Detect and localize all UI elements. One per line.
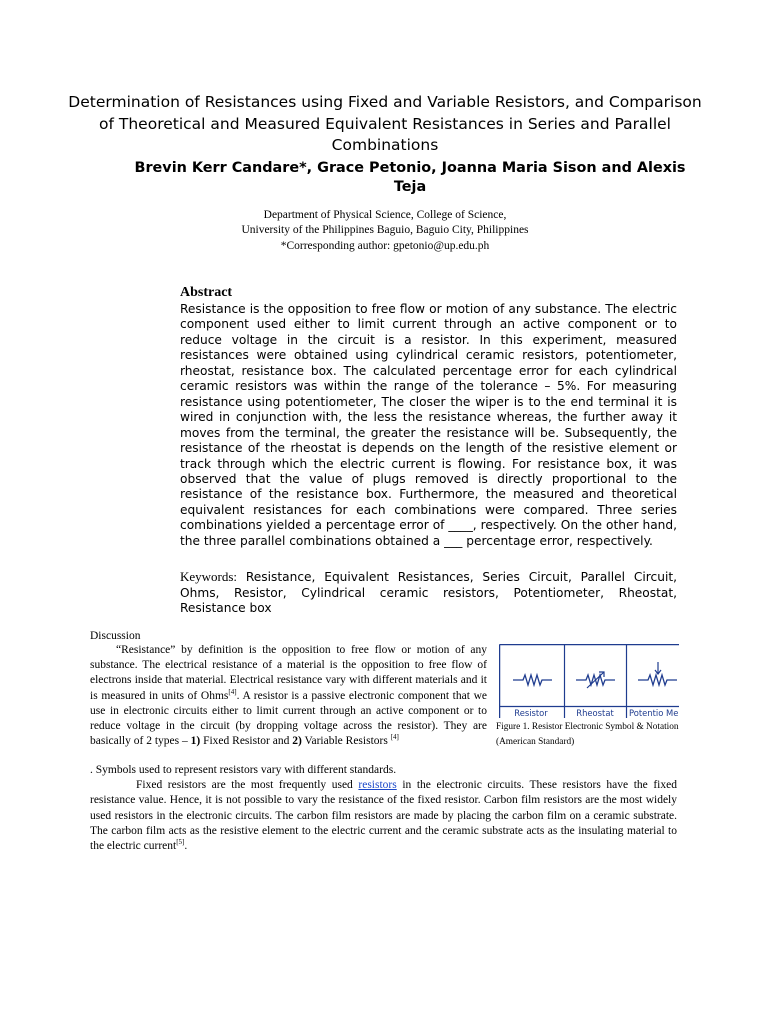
resistor-symbols-diagram <box>499 644 679 718</box>
potentiometer-symbol-icon <box>638 675 677 685</box>
affiliation-line-2: University of the Philippines Baguio, Baguio City, Philippines <box>241 224 529 237</box>
resistors-link[interactable]: resistors <box>358 779 397 792</box>
figure-resistor-symbols <box>499 644 679 718</box>
discussion-heading: Discussion <box>90 630 141 642</box>
corresponding-author: *Corresponding author: gpetonio@up.edu.ph <box>280 239 490 252</box>
discussion-paragraph-2: . Symbols used to represent resistors vary with different standards. Fixed resistors are the most frequently used resistors in the electronic circuits. These resistors have the fixed resistance value. Hence, it is not possible to vary the resistance of the fixed resistor. Carbon film resistors are the most widely used resistors in the electronic circuits. The carbon film resistors are made by placing the carbon film on a ceramic substrate. The carbon film acts as the resistive element to the electric current and the ceramic substrate acts as the insulating material to the electric current[5]. <box>90 764 677 853</box>
affiliation-line-1: Department of Physical Science, College of Science, <box>263 209 507 221</box>
discussion-paragraph-1: “Resistance” by definition is the opposition to free flow or motion of any substance. The electrical resistance of a material is the opposition to free flow of electrons inside that material. Electrical resistance vary with different materials and it is measured in units of Ohms[4]. A resistor is a passive electronic component that we use in electronic circuits either to limit current through an active component or to reduce voltage in the circuit (by dropping voltage across the resistor). They are basically of 2 types – 1) Fixed Resistor and 2) Variable Resistors [4] <box>90 644 487 748</box>
resistor-symbol-icon <box>513 675 552 685</box>
citation-ref: [4] <box>390 733 399 742</box>
keywords <box>180 569 677 617</box>
keywords-label: Keywords: <box>180 569 238 584</box>
figure-label-rheostat: Rheostat <box>576 708 614 718</box>
paper-authors: Brevin Kerr Candare*, Grace Petonio, Joanna Maria Sison and Alexis Teja <box>134 160 686 195</box>
affiliation <box>180 208 590 254</box>
paragraph-1-end: . Symbols used to represent resistors vary with different standards. <box>90 764 397 776</box>
figure-label-potentiometer: Potentio Me <box>629 708 679 718</box>
figure-caption: Figure 1. Resistor Electronic Symbol & Notation (American Standard) <box>496 722 679 747</box>
figure-label-resistor: Resistor <box>514 708 548 718</box>
citation-ref: [5] <box>176 838 185 847</box>
paper-title: Determination of Resistances using Fixed and Variable Resistors, and Comparison of Theoretical and Measured Equivalent Resistances in Series and Parallel Combinations <box>68 93 702 154</box>
abstract-heading: Abstract <box>180 285 233 300</box>
keywords-text: Resistance, Equivalent Resistances, Series Circuit, Parallel Circuit, Ohms, Resistor, Cylindrical ceramic resistors, Potentiometer, Rheostat, Resistance box <box>180 570 677 616</box>
abstract-text: Resistance is the opposition to free flow or motion of any substance. The electric component used either to limit current through an active component or to reduce voltage in the circuit is a resistor. In this experiment, measured resistances were obtained using cylindrical ceramic resistors, potentiometer, rheostat, resistance box. The calculated percentage error for each cylindrical ceramic resistors was within the range of the tolerance – 5%. For measuring resistance using potentiometer, The closer the wiper is to the end terminal it is wired in conjunction with, the less the resistance whereas, the further away it moves from the terminal, the greater the resistance will be. Subsequently, the resistance of the rheostat is depends on the length of the resistive element or track through which the electric current is flowing. For resistance box, it was observed that the value of plugs removed is directly proportional to the resistance of the resistance box. Furthermore, the measured and theoretical equivalent resistances for each combinations were compared. Three series combinations yielded a percentage error of ____, respectively. On the other hand, the three parallel combinations obtained a ___ percentage error, respectively. <box>180 302 677 548</box>
citation-ref: [4] <box>228 687 237 696</box>
